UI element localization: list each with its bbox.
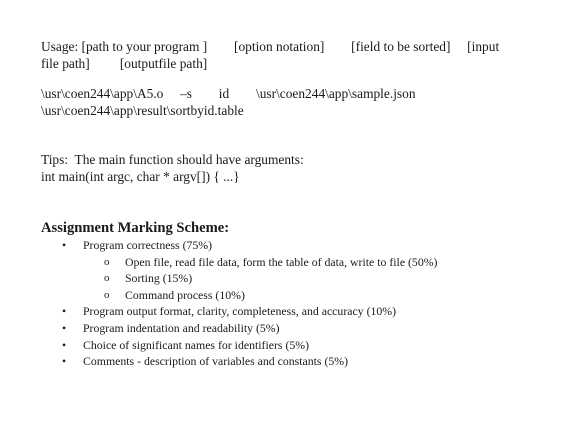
circle-bullet-icon: o [104, 255, 110, 268]
sub-list-item-label: Sorting (15%) [125, 271, 193, 286]
bullet-icon: • [62, 238, 67, 252]
command-line-1: \usr\coen244\app\A5.o –s id \usr\coen244\app\sample.json [41, 86, 416, 101]
circle-bullet-icon: o [104, 288, 110, 301]
usage-line-1: Usage: [path to your program ] [option notation] [field to be sorted] [input [41, 39, 500, 54]
sub-list-item [83, 270, 551, 287]
spacer [41, 119, 551, 152]
sub-list-item-label: Command process (10%) [125, 287, 245, 302]
sub-list-item-label: Open file, read file data, form the table of data, write to file (50%) [125, 254, 438, 269]
bullet-icon: • [62, 320, 67, 335]
document-page [41, 39, 551, 370]
list-item-label: Comments - description of variables and constants (5%) [83, 354, 349, 369]
list-item [41, 320, 551, 337]
list-item [41, 303, 551, 320]
sub-list [83, 254, 551, 304]
bullet-icon: • [62, 354, 67, 369]
bullet-icon: • [62, 304, 67, 319]
spacer [41, 185, 551, 219]
list-item [41, 353, 551, 370]
list-item [41, 337, 551, 354]
tips-line-2: int main(int argc, char * argv[]) { ...} [41, 168, 240, 184]
sub-list-item [83, 254, 551, 271]
spacer [41, 72, 551, 86]
circle-bullet-icon: o [104, 272, 110, 285]
sub-list-item [83, 287, 551, 304]
list-item-label: Program indentation and readability (5%) [83, 320, 280, 335]
usage-line-2: file path] [outputfile path] [41, 55, 208, 71]
command-line-2: \usr\coen244\app\result\sortbyid.table [41, 102, 244, 118]
bullet-icon: • [62, 337, 67, 352]
marking-scheme-heading: Assignment Marking Scheme: [41, 220, 230, 236]
list-item [41, 237, 551, 303]
marking-scheme-list [41, 237, 551, 370]
list-item-label: Program correctness (75%) [83, 238, 213, 252]
list-item-label: Program output format, clarity, completeness, and accuracy (10%) [83, 304, 397, 319]
list-item-label: Choice of significant names for identifiers (5%) [83, 337, 310, 352]
tips-line-1: Tips: The main function should have arguments: [41, 152, 304, 167]
